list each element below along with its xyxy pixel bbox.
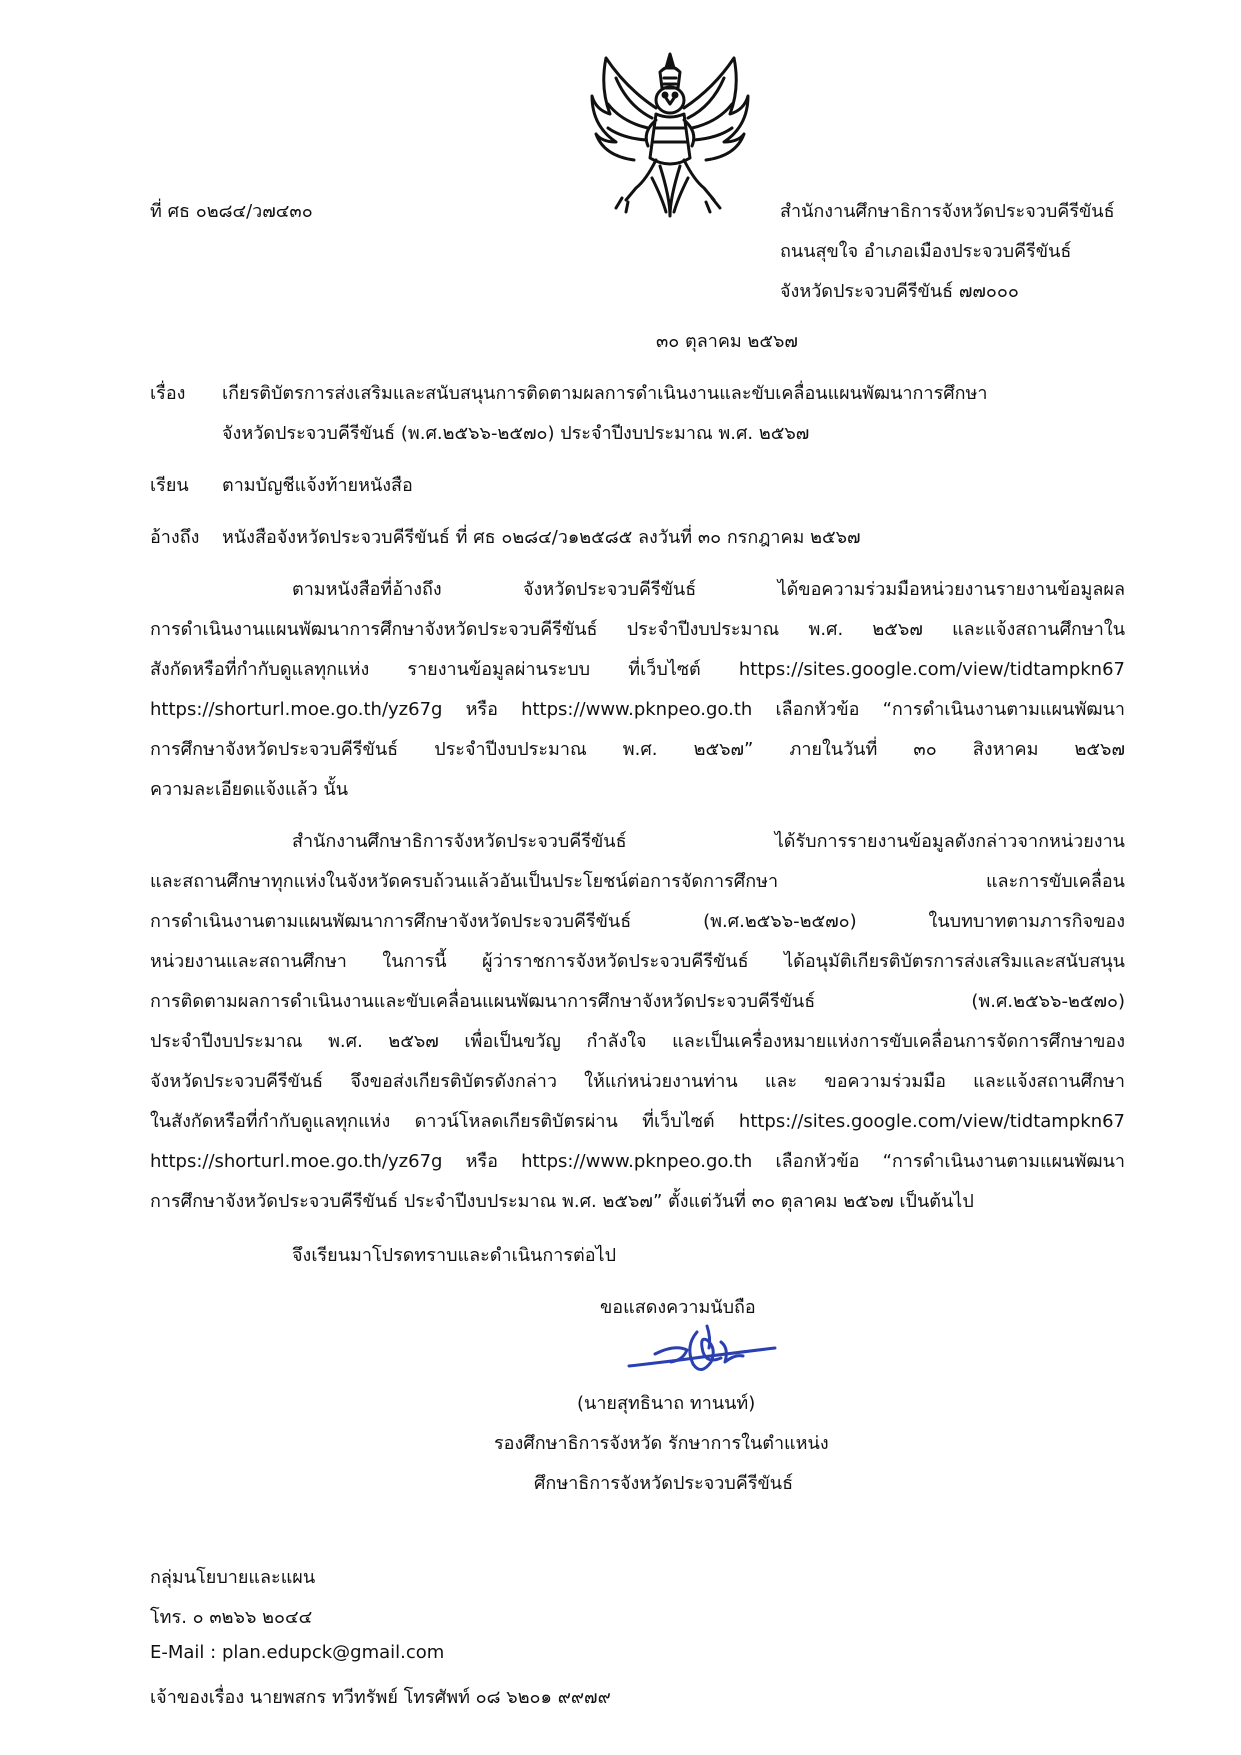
paragraph-1-line: สังกัดหรือที่กำกับดูแลทุกแห่ง รายงานข้อมูลผ่านระบบ ที่เว็บไซต์ https://sites.google.com/view/tidtampkn67	[150, 659, 1125, 680]
paragraph-2-line: การศึกษาจังหวัดประจวบคีรีขันธ์ ประจำปีงบประมาณ พ.ศ. ๒๕๖๗” ตั้งแต่วันที่ ๓๐ ตุลาคม ๒๕๖๗ เป็นต้นไป	[150, 1191, 974, 1212]
to-value: ตามบัญชีแจ้งท้ายหนังสือ	[222, 475, 413, 496]
signer-title-line-2: ศึกษาธิการจังหวัดประจวบคีรีขันธ์	[534, 1473, 794, 1494]
handwritten-signature	[625, 1318, 780, 1382]
paragraph-1-line: การดำเนินงานแผนพัฒนาการศึกษาจังหวัดประจวบคีรีขันธ์ ประจำปีงบประมาณ พ.ศ. ๒๕๖๗ และแจ้งสถานศึกษาใน	[150, 619, 1125, 640]
signer-title-line-1: รองศึกษาธิการจังหวัด รักษาการในตำแหน่ง	[494, 1433, 829, 1454]
paragraph-2-line: จังหวัดประจวบคีรีขันธ์ จึงขอส่งเกียรติบัตรดังกล่าว ให้แก่หน่วยงานท่าน และ ขอความร่วมมือ และแจ้งสถานศึกษา	[150, 1071, 1125, 1092]
paragraph-2-line: ประจำปีงบประมาณ พ.ศ. ๒๕๖๗ เพื่อเป็นขวัญ กำลังใจ และเป็นเครื่องหมายแห่งการขับเคลื่อนการจัดการศึกษาของ	[150, 1031, 1125, 1052]
sender-address-line-1: สำนักงานศึกษาธิการจังหวัดประจวบคีรีขันธ์	[780, 201, 1115, 222]
paragraph-2-line: สำนักงานศึกษาธิการจังหวัดประจวบคีรีขันธ์ ได้รับการรายงานข้อมูลดังกล่าวจากหน่วยงาน	[292, 831, 1125, 852]
document-number: ที่ ศธ ๐๒๘๔/ว๗๔๓๐	[150, 201, 313, 222]
sender-address-line-3: จังหวัดประจวบคีรีขันธ์ ๗๗๐๐๐	[780, 281, 1019, 302]
phone: โทร. ๐ ๓๒๖๖ ๒๐๔๔	[150, 1607, 313, 1628]
subject-line-1: เกียรติบัตรการส่งเสริมและสนับสนุนการติดตามผลการดำเนินงานและขับเคลื่อนแผนพัฒนาการศึกษา	[222, 383, 988, 404]
salutation: ขอแสดงความนับถือ	[600, 1297, 756, 1318]
closing-sentence: จึงเรียนมาโปรดทราบและดำเนินการต่อไป	[292, 1245, 617, 1266]
paragraph-1-line: ความละเอียดแจ้งแล้ว นั้น	[150, 779, 349, 800]
reference-label: อ้างถึง	[150, 527, 200, 548]
paragraph-2-line: ในสังกัดหรือที่กำกับดูแลทุกแห่ง ดาวน์โหลดเกียรติบัตรผ่าน ที่เว็บไซต์ https://sites.google.com/view/tidtampkn67	[150, 1111, 1125, 1132]
paragraph-1-line: https://shorturl.moe.go.th/yz67g หรือ https://www.pknpeo.go.th เลือกหัวข้อ “การดำเนินงานตามแผนพัฒนา	[150, 699, 1125, 720]
signer-name: (นายสุทธินาถ ทานนท์)	[577, 1393, 756, 1414]
letter-date: ๓๐ ตุลาคม ๒๕๖๗	[656, 331, 798, 352]
department: กลุ่มนโยบายและแผน	[150, 1567, 316, 1588]
garuda-emblem	[586, 48, 754, 220]
paragraph-1-line: ตามหนังสือที่อ้างถึง จังหวัดประจวบคีรีขันธ์ ได้ขอความร่วมมือหน่วยงานรายงานข้อมูลผล	[292, 579, 1125, 600]
contact-person: เจ้าของเรื่อง นายพสกร ทวีทรัพย์ โทรศัพท์ ๐๘ ๖๒๐๑ ๙๙๗๙	[150, 1687, 611, 1708]
sender-address-line-2: ถนนสุขใจ อำเภอเมืองประจวบคีรีขันธ์	[780, 241, 1072, 262]
email: E-Mail : plan.edupck@gmail.com	[150, 1642, 445, 1663]
subject-line-2: จังหวัดประจวบคีรีขันธ์ (พ.ศ.๒๕๖๖-๒๕๗๐) ประจำปีงบประมาณ พ.ศ. ๒๕๖๗	[222, 423, 810, 444]
paragraph-2-line: การดำเนินงานตามแผนพัฒนาการศึกษาจังหวัดประจวบคีรีขันธ์ (พ.ศ.๒๕๖๖-๒๕๗๐) ในบทบาทตามภารกิจของ	[150, 911, 1125, 932]
subject-label: เรื่อง	[150, 383, 186, 404]
reference-value: หนังสือจังหวัดประจวบคีรีขันธ์ ที่ ศธ ๐๒๘๔/ว๑๒๕๘๕ ลงวันที่ ๓๐ กรกฎาคม ๒๕๖๗	[222, 527, 861, 548]
to-label: เรียน	[150, 475, 189, 496]
paragraph-2-line: หน่วยงานและสถานศึกษา ในการนี้ ผู้ว่าราชการจังหวัดประจวบคีรีขันธ์ ได้อนุมัติเกียรติบัตรการส่งเสริมและสนับสนุน	[150, 951, 1125, 972]
paragraph-2-line: และสถานศึกษาทุกแห่งในจังหวัดครบถ้วนแล้วอันเป็นประโยชน์ต่อการจัดการศึกษา และการขับเคลื่อน	[150, 871, 1125, 892]
paragraph-2-line: การติดตามผลการดำเนินงานและขับเคลื่อนแผนพัฒนาการศึกษาจังหวัดประจวบคีรีขันธ์ (พ.ศ.๒๕๖๖-๒๕๗๐)	[150, 991, 1125, 1012]
paragraph-1-line: การศึกษาจังหวัดประจวบคีรีขันธ์ ประจำปีงบประมาณ พ.ศ. ๒๕๖๗” ภายในวันที่ ๓๐ สิงหาคม ๒๕๖๗	[150, 739, 1125, 760]
paragraph-2-line: https://shorturl.moe.go.th/yz67g หรือ https://www.pknpeo.go.th เลือกหัวข้อ “การดำเนินงานตามแผนพัฒนา	[150, 1151, 1125, 1172]
